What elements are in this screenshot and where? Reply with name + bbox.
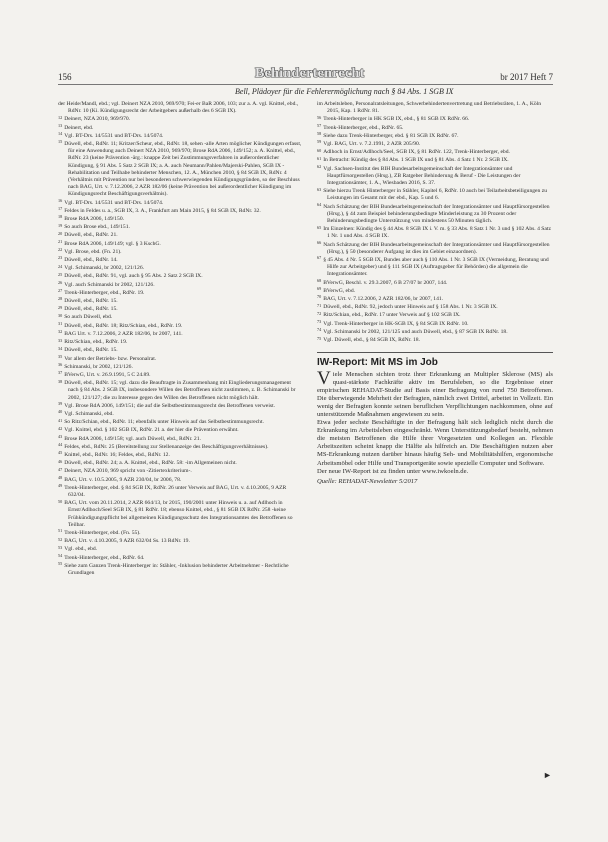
footnote-text: Siehe dazu Trenk-Hinterberger, ebd. § 81 SGB IX RdNr. 67. [323,132,459,139]
footnote-number: 31 [58,321,63,327]
footnote [58,537,302,545]
footnote-text: Vgl. Knittel, ebd. § 102 SGB IX, RdNr. 21 a. der hier die Prävention erwähnt. [64,427,239,434]
footnote-number: 27 [58,288,63,294]
footnote [58,379,302,402]
footnote [317,140,553,148]
footnote-number: 21 [58,239,63,245]
footnote-text: Vor allem der Betriebs- bzw. Personalrat. [64,355,157,362]
footnote-text: § 45 Abs. 4 Nr. 5 SGB IX, Bundes aber auch § 110 Abs. 1 Nr. 3 SGB IX (Vermeidung, Beratung und Hilfe zur Arbeitgeber) und § 111 SGB IX (Auftragsgeber für Behörden) die allgemein die Integrationsämter. [323,257,549,278]
footnote-text: BAG, Urt. v. 7.12.2006, 2 AZR 182/06, br 2007, 141. [323,296,444,303]
footnote-text: BVerwG, Beschl. v. 29.3.2007, 6 B 27/07 br 2007, 144. [323,279,448,286]
footnote-text: Brose RdA 2006, 149/149; vgl. § 3 KschG. [64,240,161,247]
footnote [58,240,302,248]
footnote-number: 51 [58,528,63,534]
footnote-text: Düwell, ebd., RdNr. 91, vgl. auch § 95 Abs. 2 Satz 2 SGB IX. [64,273,203,280]
footnote [58,499,302,529]
footnote-number: 71 [317,302,322,308]
footnote-number: 73 [317,319,322,325]
footnote [317,241,553,256]
footnote-text: Vgl. Schimanski, br 2002, 121/126. [64,265,145,272]
footnote-number: 29 [58,304,63,310]
footnote-number: 13 [58,123,63,129]
footnotes-right-list [317,101,553,344]
footnote-number: 69 [317,286,322,292]
footnote [58,248,302,256]
footnote [58,443,302,451]
footnote-number: 20 [58,230,63,236]
article-paragraph-3: Der neue IW-Report ist zu finden unter www.iwkoeln.de. [317,467,469,475]
footnote [58,467,302,475]
footnote-number: 43 [58,433,63,439]
footnote-number: 56 [317,114,322,120]
section-divider [317,352,553,353]
footnote-number: 52 [58,536,63,542]
footnote-number: 37 [58,370,63,376]
issue-label: br 2017 Heft 7 [500,72,553,82]
footnote-number: 25 [58,271,63,277]
footnote-number: 46 [58,458,63,464]
footnote [58,459,302,467]
footnote [317,156,553,164]
footnote-number: 72 [317,310,322,316]
footnote [58,223,302,231]
footnote-text: Trenk-Hinterberger, ebd., RdNr. 65. [323,124,404,131]
footnote-text: Vgl. Trenk-Hinterberger in HK-SGB IX, § 84 SGB IX RdNr. 10. [323,320,469,327]
footnote-number: 47 [58,466,63,472]
footnote-number: 65 [317,224,322,230]
footnote-number: 62 [317,164,322,170]
footnote-number: 63 [317,186,322,192]
footnote-number: 40 [58,409,63,415]
footnote-text: Vgl. BT-Drs. 14/5531 und BT-Drs. 14/5074. [64,199,164,206]
footnote-text: Trenk-Hinterberger in HK SGB IX, ebd., § 81 SGB IX RdNr. 66. [323,116,470,123]
footnote [58,256,302,264]
footnote [58,410,302,418]
drop-cap: V [317,367,331,389]
footnote [58,402,302,410]
footnote-text: Düwell, ebd., RdNr. 15. [64,298,118,305]
header-rule [58,84,553,85]
footnote [58,124,302,132]
footnote-number: 70 [317,294,322,300]
footnote-number: 30 [58,312,63,318]
footnote-number: 39 [58,401,63,407]
footnote-text: Trenk-Hinterberger, ebd., RdNr. 64. [64,554,145,561]
footnote [317,256,553,279]
footnote [58,289,302,297]
footnote [58,231,302,239]
footnote-text: Düwell, ebd., RdNr. 24; a. A. Knittel, ebd., RdNr. 58: -im Allgemeinen nicht. [64,460,237,467]
footnote-text: Trenk-Hinterberger, ebd. § 84 SGB IX, RdNr. 26 unter Verweis auf BAG, Urt. v. 4.10.2005, 9 AZR 632/04. [64,484,287,498]
footnote-number: 61 [317,155,322,161]
footnote-number: 12 [58,114,63,120]
footnote [317,101,553,115]
footnote-text: Düwell, ebd., RdNr. 15; vgl. dazu die Beauftragte in Zusammenhang mit Eingliederungsmanagement nach § 84 Abs. 2 SGB IX, insbesondere Willen des Betroffenen nicht zustimmen, z. B. Schimanski br 2002, 121/127; die zu Interesse gegen den Willen des Betroffenen nicht möglich hält. [64,380,296,401]
article-paragraph-2: Etwa jeder sechste Beschäftigte in der Befragung hält sich lediglich nicht durch die Erkrankung im Arbeitsleben eingeschränkt. Wenn Unterstützungsbedarf besteht, nehmen die meisten Betroffenen die Hilfe ihrer Vorgesetzten und Kollegen an. Flexible Arbeitszeiten scheint knapp die Hälfte als hilfreich an. Die Beschäftigten nutzen aber MS-Erkrankung nutzen darüber hinaus häufig Seh- und Mobilitätshilfen, ergonomische Arbeitsmöbel oder Hilfe und Transportgeräte sowie spezielle Computer und Software. [317,419,553,467]
article-source: Quelle: REHADAT-Newsletter 5/2017 [317,477,418,485]
footnote-number: 66 [317,240,322,246]
footnote [317,328,553,336]
footnote-text: BVerwG, Urt. v. 26.9.1991, 5 C 24.89. [64,371,151,378]
footnote [58,281,302,289]
footnote-text: Vgl. ebd., ebd. [64,546,98,553]
footnote-text: im Arbeitsleben, Personalratsleitungen, Schwerbehindertenvertretung und Betriebsräten, 1. A., Köln 2015, Kap. 1 RdNr. 81. [317,101,542,115]
footnote [317,311,553,319]
footnote [317,320,553,328]
footnote-number: 49 [58,483,63,489]
footnote [58,371,302,379]
footnote-text: Siehe zum Ganzen Trenk-Hinterberger in: Stähler, -Inklusion behinderter Arbeitnehmer - Rechtliche Grundlagen [64,562,289,576]
right-column [317,101,553,486]
footnote [58,418,302,426]
footnote [58,346,302,354]
footnote [317,165,553,188]
footnote [58,199,302,207]
footnote-text: BAG, Urt. v. 4.10.2005, 9 AZR 632/04 Ss. 13 RdNr. 19. [64,538,190,545]
footnote-number: 14 [58,131,63,137]
footnote-text: Trenk-Hinterberger, ebd., RdNr. 19. [64,289,145,296]
page-number: 156 [58,72,72,82]
footnote-number: 55 [58,561,63,567]
footnote-text: Schimanski, br 2002, 121/126. [64,363,133,370]
footnote-text: So Ritz/Schian, ebd., RdNr. 11; ebenfalls unter Hinweis auf das Selbstbestimmungsrecht. [64,419,264,426]
footnote [58,338,302,346]
footnote [58,426,302,434]
end-of-article-icon: ► [543,770,552,780]
footnote-number: 59 [317,139,322,145]
running-subtitle: Bell, Plädoyer für die Fehlerermöglichung nach § 84 Abs. 1 SGB IX [235,87,454,96]
footnote-number: 42 [58,425,63,431]
footnote-number: 75 [317,335,322,341]
footnote [317,295,553,303]
footnote-text: BVerwG, ebd. [323,287,356,294]
footnote-text: Deinert, NZA 2010, 969 spricht von -Zitiertexkriterium-. [64,468,192,475]
footnote [58,322,302,330]
footnote-text: Düwell, ebd., RdNr. 15. [64,347,118,354]
footnote [58,562,302,577]
footnote-number: 57 [317,123,322,129]
footnote-text: BAG, Urt. vom 20.11.2014, 2 AZR 664/13, br 2015, 190/2001 unter Hinweis u. a. auf Adlhoch in Ernst/Adlhoch/Seel SGB IX, § 81 RdNr. 18; ebenso Knittel, ebd., § 81 SGB IX RdNr. 258 -keine Frühkündigungspflicht bei allgemeinen Kündigungsschutz des Integrationsamtes des Betroffenen so Teilbar. [64,500,293,528]
footnote [58,313,302,321]
footnote-text: Düwell, ebd., RdNr. 15. [64,306,118,313]
footnote [58,207,302,215]
footnote-text: Vgl. auch Schimanski br 2002, 121/126. [64,281,155,288]
footnote-text: Vgl. Brose, ebd. (Fn. 21). [64,248,122,255]
footnote-number: 17 [58,206,63,212]
footnote [58,435,302,443]
footnote [317,279,553,287]
footnote-text: Vgl. Schimanski br 2002, 121/125 und auch Düwell, ebd., § 87 SGB IX RdNr. 18. [323,328,508,335]
footnote-number: 16 [58,198,63,204]
footnote-text: In Betracht: Kündig des § 84 Abs. 1 SGB IX und § 81 Abs. 4 Satz 1 Nr. 2 SGB IX. [323,157,509,164]
footnote-number: 41 [58,417,63,423]
footnote-number: 35 [58,353,63,359]
footnote-text: der Heide/Mandl, ebd.; vgl. Deinert NZA 2010, 969/970; Fei-er BaR 2006, 103; zur a. A. vgl. Knittel, ebd., RdNr. 10 (Ki. Kündigungsrecht der Arbeitgebers außerhalb des 6 SGB IX). [58,101,299,115]
footnote-number: 54 [58,552,63,558]
footnote-text: Adlhoch in Ernst/Adlhoch/Seel, SGB IX, § 81 RdNr. 122, Trenk-Hinterberger, ebd. [323,149,510,156]
footnote-text: Düwell, ebd., RdNr. 92, jedoch unter Hinweis auf § 158 Abs. 1 Nr. 3 SGB IX. [323,304,498,311]
journal-title: Behindertenrecht [255,66,365,81]
footnote-number: 18 [58,214,63,220]
article-intro [317,367,553,420]
footnote-text: Düwell, ebd., RdNr. 18; Ritz/Schian, ebd., RdNr. 19. [64,322,183,329]
footnote [317,287,553,295]
footnotes-left-column [58,101,302,577]
footnote-text: Trenk-Hinterberger, ebd. (Fn. 55). [64,529,141,536]
footnote-text: Ritz/Schian, ebd., RdNr. 17 unter Verweis auf § 102 SGB IX. [323,312,461,319]
footnote-text: Vgl. Sachsen-Institut des BIH Bundesarbeitsgemeinschaft der Integrationsämter und Hauptfürsorgestellen (Hrsg.), ZB Ratgeber Behinderung & Beruf - Die Leistungen der Integrationsämter, 1. A., Wiesbaden 2016, S. 37. [323,165,521,187]
footnote [58,305,302,313]
footnote-text: BAG, Urt. v. 10.5.2005, 9 AZR 230/04, br 2006, 78. [64,476,182,483]
footnote-text: So auch Brose ebd., 149/151. [64,224,130,231]
footnote-text: Vgl. BAG, Urt. v. 7.2.1991, 2 AZR 205/90. [323,141,421,148]
footnote-number: 67 [317,255,322,261]
footnote-text: Feldes in Feldes u. a., SGB IX, 3. A., Frankfurt am Main 2015, § 84 SGB IX, RdNr. 32. [64,207,261,214]
footnote-text: Knittel, ebd., RdNr. 16; Feldes, ebd., RdNr. 12. [64,451,170,458]
footnote-number: 74 [317,327,322,333]
footnote-text: Vgl. Düwell, ebd., § 84 SGB IX, RdNr. 18. [323,337,420,344]
footnote-number: 36 [58,362,63,368]
footnote [317,187,553,202]
footnote-text: Vgl. Brose RdA 2006, 149/151; die auf die Selbstbestimmungsrecht des Betroffenen verweist. [64,402,276,409]
footnote-text: Brose RdA 2006, 149/150. [64,216,125,223]
footnote-number: 58 [317,131,322,137]
footnote-number: 53 [58,544,63,550]
footnote-number: 33 [58,337,63,343]
footnote-text: Im Einzelnen: Kündig des § 44 Abs. 8 SGB IX i. V. m. § 33 Abs. 8 Satz 1 Nr. 3 und § 102 Abs. 4 Satz 1 Nr. 1 und Abs. 4 SGB IX. [323,226,551,240]
footnote [58,140,302,199]
footnote-number: 19 [58,222,63,228]
footnote-text: Brose RdA 2006, 149/158; vgl. auch Düwell, ebd., RdNr. 21. [64,435,201,442]
footnote [58,451,302,459]
footnote-number: 60 [317,147,322,153]
footnote [317,303,553,311]
footnote [58,297,302,305]
footnote [317,203,553,226]
footnote [317,124,553,132]
footnote [58,484,302,499]
article-intro-text: iele Menschen sichten trotz ihrer Erkrankung an Multipler Sklerose (MS) als quasi-stärkste Fachkräfte aktiv im Berufsleben, so die Ergebnisse einer empirischen REHADAT-Studie auf Basis einer Befragung von rund 750 Betroffenen. Die überwiegende Mehrheit der Befragten, nämlich zwei Drittel, arbeitet in Vollzeit. Ein wenig der Befragten konnte seinen beruflichen Verpflichtungen nachkommen, ohne auf unterstützende Maßnahmen angewiesen zu sein. [317,370,553,418]
footnote-text: Düwell, ebd., RdNr. 21. [64,232,118,239]
footnote [58,132,302,140]
footnote-text: Vgl. Schimanski, ebd. [64,410,114,417]
footnote-number: 48 [58,474,63,480]
footnote-number: 15 [58,139,63,145]
footnote-text: Düwell, ebd., RdNr. 14. [64,257,118,264]
footnote-number: 44 [58,442,63,448]
footnote-number: 26 [58,280,63,286]
footnote-text: Deinert, NZA 2010, 969/970. [64,116,131,123]
footnote-number: 22 [58,247,63,253]
footnote [58,330,302,338]
footnote-number: 32 [58,329,63,335]
footnote-text: BAG Urt. v. 7.12.2006, 2 AZR 182/06, br 2007, 141. [64,330,183,337]
footnote [58,554,302,562]
footnote-text: Vgl. BT-Drs. 14/5531 und BT-Drs. 14/5074. [64,132,164,139]
footnote-number: 28 [58,296,63,302]
footnote [58,115,302,123]
footnote-number: 24 [58,263,63,269]
footnote-text: So auch Düwell, ebd. [64,314,113,321]
footnote-text: Deinert, ebd. [64,124,94,131]
footnote [58,363,302,371]
footnote [58,272,302,280]
footnote-text: Ritz/Schian, ebd., RdNr. 19. [64,339,128,346]
footnote [58,215,302,223]
footnote [58,545,302,553]
footnote-text: Feldes, ebd., RdNr. 25 (Bereitstellung zur Stellenanzeige des Beschäftigungsverhältnisses). [64,443,269,450]
footnote-number: 38 [58,378,63,384]
footnote-number: 64 [317,202,322,208]
article-heading: IW-Report: Mit MS im Job [317,357,438,369]
footnote [317,132,553,140]
footnote-number: 45 [58,450,63,456]
footnote-text: Siehe hierzu Trenk Hinterberger in Stähler, Kapitel 6, RdNr. 10 auch bei Teilarbeitsbeteiligungen zu Leistungen im Gesamt mit der ebd., Kap. 5 und 6. [323,188,547,202]
footnote [317,148,553,156]
footnote [58,355,302,363]
footnote [58,476,302,484]
footnote [58,529,302,537]
footnote-text: Nach Schätzung der BIH Bundesarbeitsgemeinschaft der Integrationsämter und Hauptfürsorgestellen (Hrsg.), § 50 (besonderer Aufgang ist dies im Gebiet einzuordnen). [323,241,550,255]
footnote [58,101,302,115]
footnote-number: 50 [58,498,63,504]
footnote-number: 68 [317,278,322,284]
footnote-number: 23 [58,255,63,261]
footnote [317,336,553,344]
footnote-text: Düwell, ebd., RdNr. 11; Kritzer/Scheur, ebd., RdNr. 18, sehen -alle Arten möglicher Kündigungen erfasst, für eine Anwendung auch Deinert NZA 2010, 969/970; Brose RdA 2006, 149/152; a. A. Knittel, ebd., RdNr. 23 (keine Prävention -ärg.: knappe Zeit bei Zustimmungsverfahren in außerordentlicher Kündigung, § 91 Abs. 5 Satz 2 SGB IX; a. A. auch Neumann/Pahlen/Majerski-Pahlen, SGB IX -Rehabilitation und Teilhabe behinderter Menschen, 12. A., München 2010, § 84 SGB IX, RdNr. 4 (Verhältnis mit Prävention nur bei besonderen schwerwiegenden Kündigungsgründen, so der Beschluss nach BAG, Urt. v. 7.12.2006, 2 AZR 182/06 (keine Prävention bei außerordentlicher Kündigung im Kündigungsrecht Beschäftigungsverhältnis). [64,141,302,198]
footnote [58,264,302,272]
footnote-text: Nach Schätzung der BIH Bundesarbeitsgemeinschaft der Integrationsämter und Hauptfürsorgestellen (Hrsg.), § 44 zum Beispiel behinderungsbedingte Minderleistung zu 30 Prozent oder Behinderungsbedingte Unterstützung von mindestens 50 Minuten täglich. [323,203,550,225]
footnote [317,225,553,240]
footnote [317,115,553,123]
footnote-number: 34 [58,345,63,351]
